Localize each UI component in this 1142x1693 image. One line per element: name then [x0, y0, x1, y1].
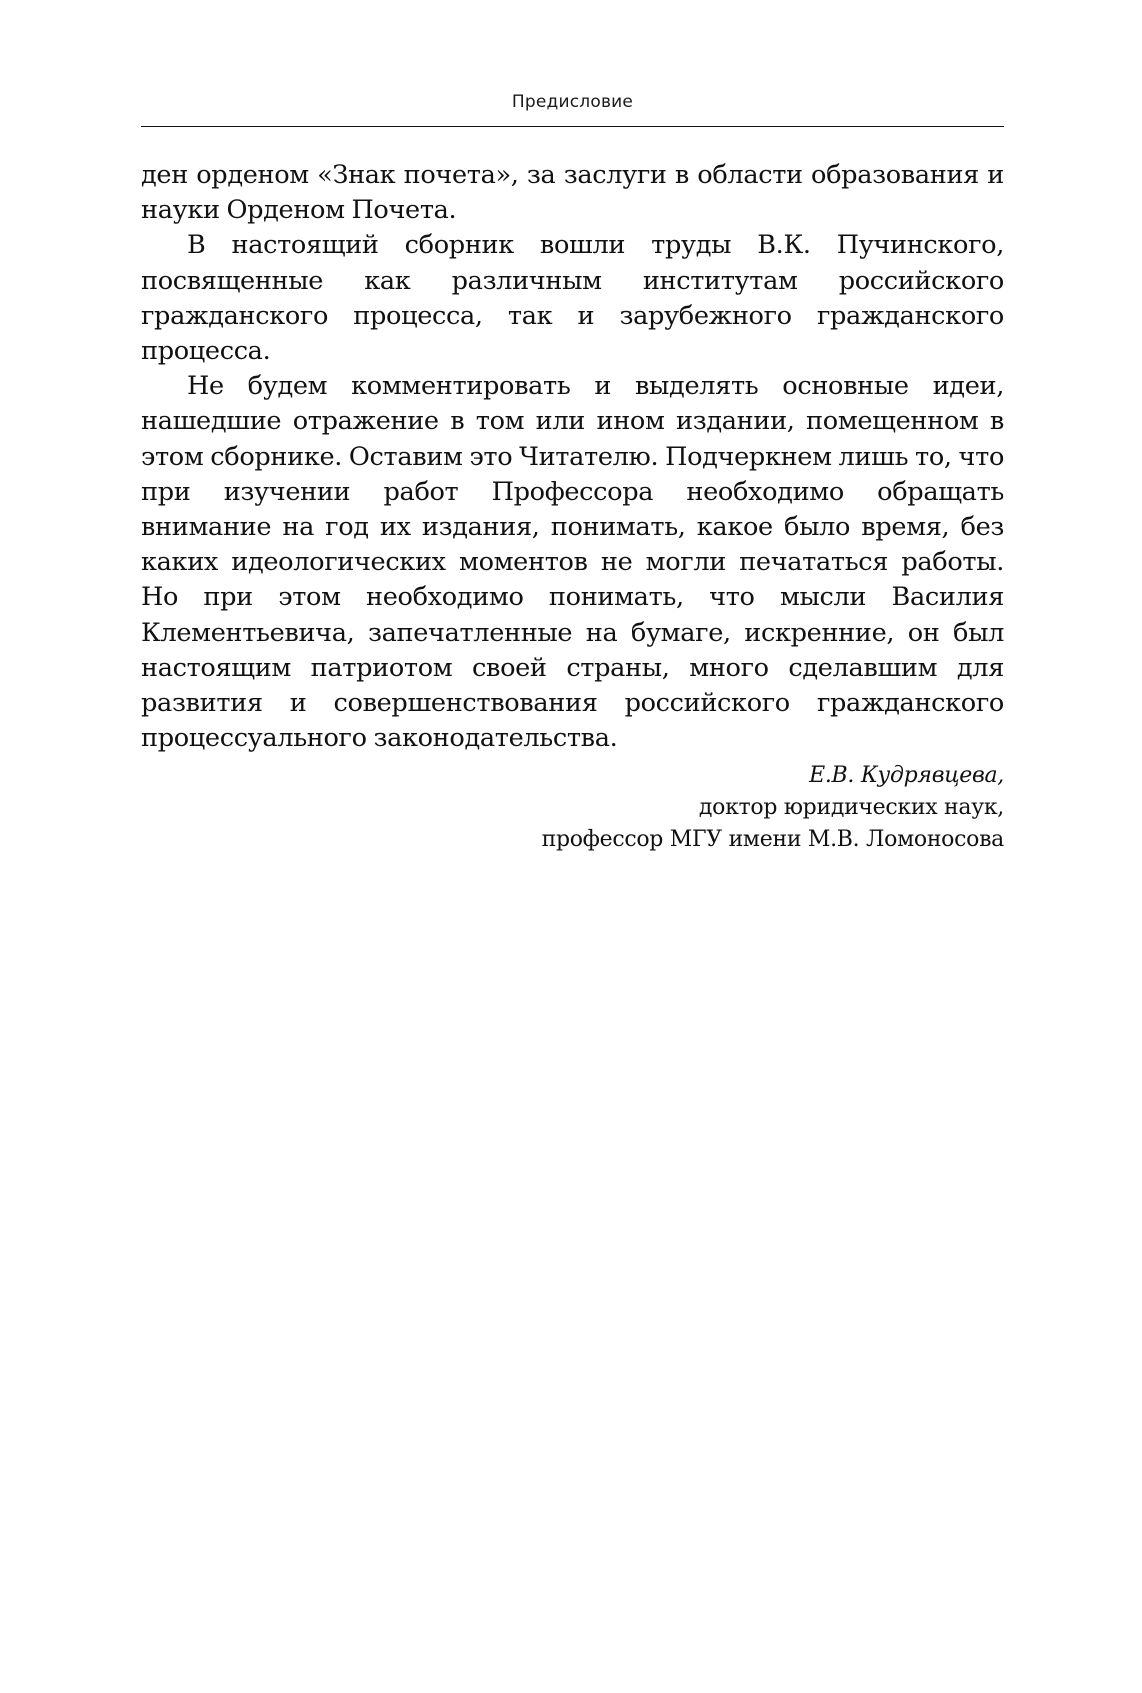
body-text — [141, 158, 1004, 756]
signature-author: Е.В. Кудрявцева, — [809, 763, 1004, 788]
paragraph-commentary: Не будем комментировать и выделять основные идеи, нашедшие отражение в том или ином издании, помещенном в этом сборнике. Оставим это Читателю. Подчеркнем лишь то, что при изучении работ Профессора необходимо обращать внимание на год их издания, понимать, какое было время, без каких идеологических моментов не могли печататься работы. Но при этом необходимо понимать, что мысли Василия Клементьевича, запечатленные на бумаге, искренние, он был настоящим патриотом своей страны, много сделавшим для развития и совершенствования российского гражданского процессуального законодательства. — [141, 371, 1004, 754]
signature-block — [404, 760, 1004, 856]
paragraph-continuation: ден орденом «Знак почета», за заслуги в области образования и науки Орденом Почета. — [141, 160, 1004, 226]
paragraph-collection-contents: В настоящий сборник вошли труды В.К. Пучинского, посвященные как различным институтам российского гражданского процесса, так и зарубежного гражданского процесса. — [141, 230, 1004, 367]
signature-degree: доктор юридических наук, — [698, 795, 1004, 820]
running-head: Предисловие — [511, 92, 634, 112]
header-rule — [141, 126, 1004, 127]
signature-position: профессор МГУ имени М.В. Ломоносова — [541, 827, 1004, 852]
